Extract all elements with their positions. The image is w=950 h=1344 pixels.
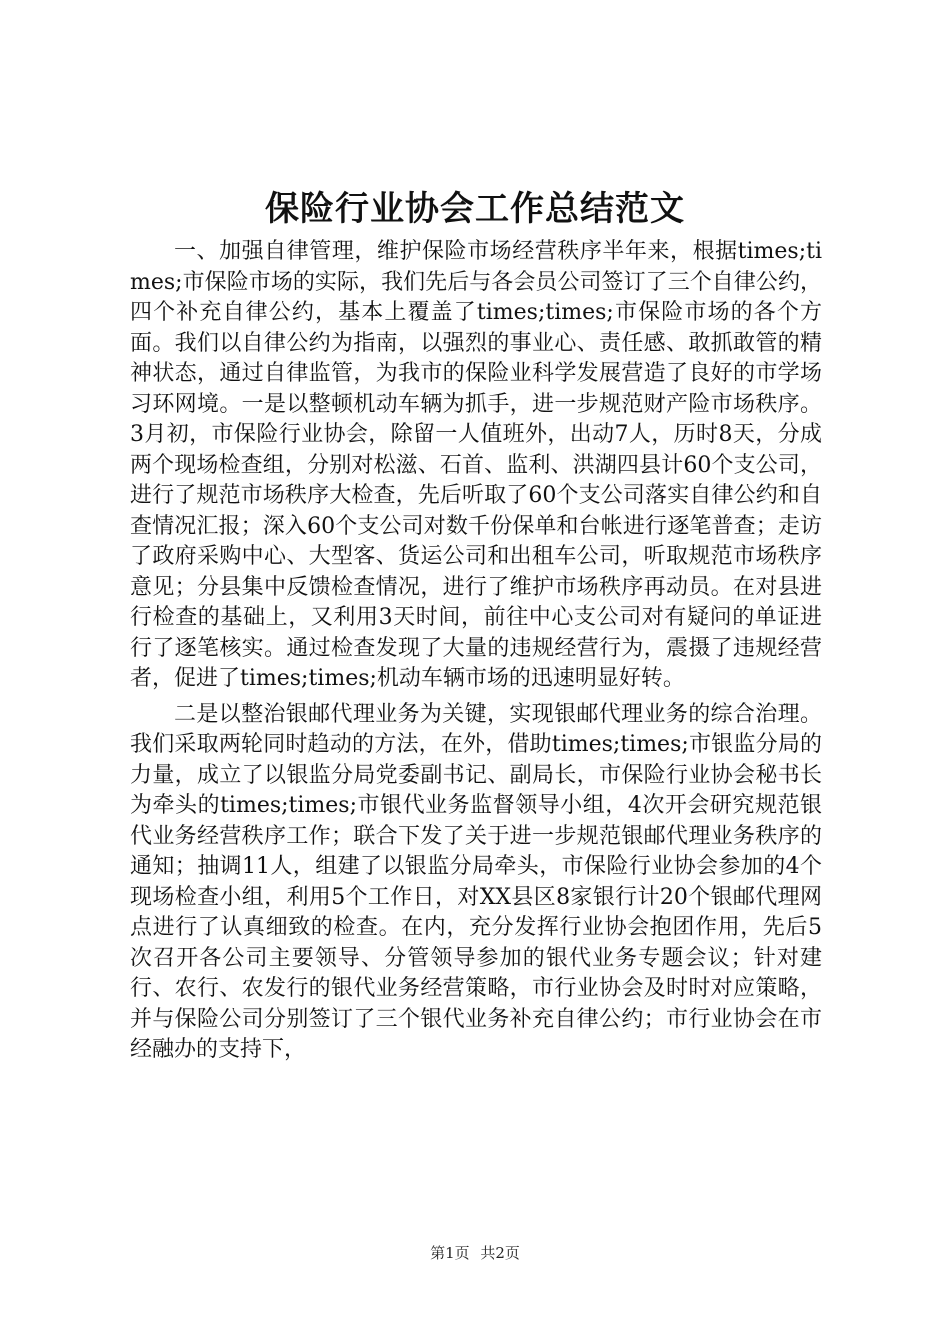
page-total: 共2页 <box>480 1244 520 1262</box>
document-body <box>130 237 822 1066</box>
page-number: 第1页 <box>430 1244 470 1262</box>
paragraph-2: 二是以整治银邮代理业务为关键，实现银邮代理业务的综合治理。我们采取两轮同时趋动的方法，在外，借助times;times;市银监分局的力量，成立了以银监分局党委副书记、副局长，市保险行业协会秘书长为牵头的times;times;市银代业务监督领导小组，4次开会研究规范银代业务经营秩序工作；联合下发了关于进一步规范银邮代理业务秩序的通知；抽调11人，组建了以银监分局牵头，市保险行业协会参加的4个现场检查小组，利用5个工作日，对XX县区8家银行计20个银邮代理网点进行了认真细致的检查。在内，充分发挥行业协会抱团作用，先后5次召开各公司主要领导、分管领导参加的银代业务专题会议；针对建行、农行、农发行的银代业务经营策略，市行业协会及时时对应策略，并与保险公司分别签订了三个银代业务补充自律公约；市行业协会在市经融办的支持下， <box>130 701 822 1062</box>
document-title: 保险行业协会工作总结范文 <box>265 189 685 229</box>
page-footer <box>0 1243 950 1263</box>
paragraph-1: 一、加强自律管理，维护保险市场经营秩序半年来，根据times;times;市保险市场的实际，我们先后与各会员公司签订了三个自律公约，四个补充自律公约，基本上覆盖了times;times;市保险市场的各个方面。我们以自律公约为指南，以强烈的事业心、责任感、敢抓敢管的精神状态，通过自律监管，为我市的保险业科学发展营造了良好的市学场习环网境。一是以整顿机动车辆为抓手，进一步规范财产险市场秩序。3月初，市保险行业协会，除留一人值班外，出动7人，历时8天，分成两个现场检查组，分别对松滋、石首、监利、洪湖四县计60个支公司，进行了规范市场秩序大检查，先后听取了60个支公司落实自律公约和自查情况汇报；深入60个支公司对数千份保单和台帐进行逐笔普查；走访了政府采购中心、大型客、货运公司和出租车公司，听取规范市场秩序意见；分县集中反馈检查情况，进行了维护市场秩序再动员。在对县进行检查的基础上，又利用3天时间，前往中心支公司对有疑问的单证进行了逐笔核实。通过检查发现了大量的违规经营行为，震摄了违规经营者，促进了times;times;机动车辆市场的迅速明显好转。 <box>130 239 822 691</box>
